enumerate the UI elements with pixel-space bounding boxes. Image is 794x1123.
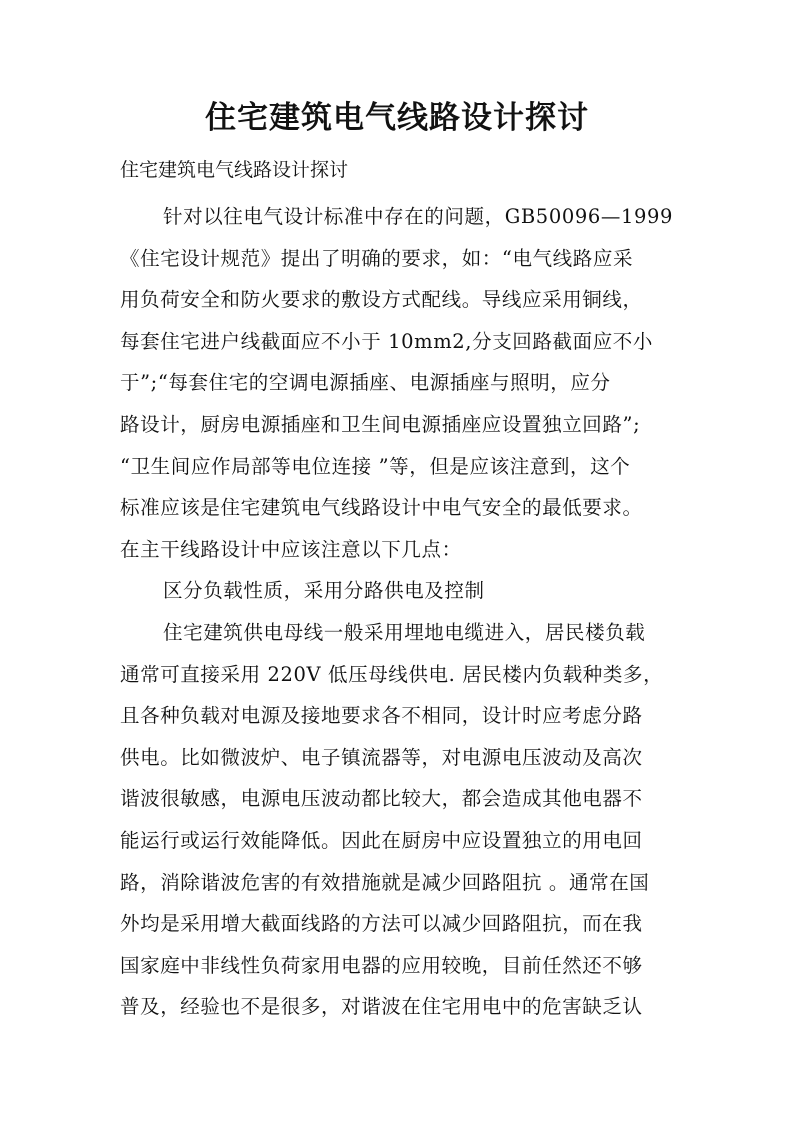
body-text-line: 通常可直接采用 220V 低压母线供电. 居民楼内负载种类多， xyxy=(120,662,664,686)
body-text-line: 能运行或运行效能降低。因此在厨房中应设置独立的用电回 xyxy=(120,828,643,852)
document-title: 住宅建筑电气线路设计探讨 xyxy=(205,100,589,136)
body-text-line: “卫生间应作局部等电位连接 ”等，但是应该注意到，这个 xyxy=(120,454,631,478)
body-text-line: 《住宅设计规范》提出了明确的要求，如：“电气线路应采 xyxy=(120,246,634,270)
body-text-line: 用负荷安全和防火要求的敷设方式配线。导线应采用铜线， xyxy=(120,288,643,312)
document-body xyxy=(120,196,700,1028)
body-text-line: 路，消除谐波危害的有效措施就是减少回路阻抗 。通常在国 xyxy=(120,870,650,894)
body-text-line: 且各种负载对电源及接地要求各不相同，设计时应考虑分路 xyxy=(120,704,643,728)
body-text-line: 供电。比如微波炉、电子镇流器等，对电源电压波动及高次 xyxy=(120,745,643,769)
body-text-line: 外均是采用增大截面线路的方法可以减少回路阻抗，而在我 xyxy=(120,912,643,936)
body-text-line: 区分负载性质，采用分路供电及控制 xyxy=(163,579,485,603)
body-text-line: 每套住宅进户线截面应不小于 10mm2,分支回路截面应不小 xyxy=(120,329,653,353)
body-text-line: 住宅建筑供电母线一般采用埋地电缆进入，居民楼负载 xyxy=(163,620,646,644)
document-subtitle: 住宅建筑电气线路设计探讨 xyxy=(120,159,349,181)
body-text-line: 谐波很敏感，电源电压波动都比较大，都会造成其他电器不 xyxy=(120,787,643,811)
body-text-line: 国家庭中非线性负荷家用电器的应用较晚，目前任然还不够 xyxy=(120,953,643,977)
body-text-line: 在主干线路设计中应该注意以下几点： xyxy=(120,537,462,561)
body-text-line: 标准应该是住宅建筑电气线路设计中电气安全的最低要求。 xyxy=(120,496,643,520)
body-text-line: 普及，经验也不是很多，对谐波在住宅用电中的危害缺乏认 xyxy=(120,995,643,1019)
body-text-line: 路设计，厨房电源插座和卫生间电源插座应设置独立回路”; xyxy=(120,412,641,436)
body-text-line: 针对以往电气设计标准中存在的问题，GB50096—1999 xyxy=(163,205,673,228)
body-text-line: 于”;“每套住宅的空调电源插座、电源插座与照明，应分 xyxy=(120,371,611,395)
